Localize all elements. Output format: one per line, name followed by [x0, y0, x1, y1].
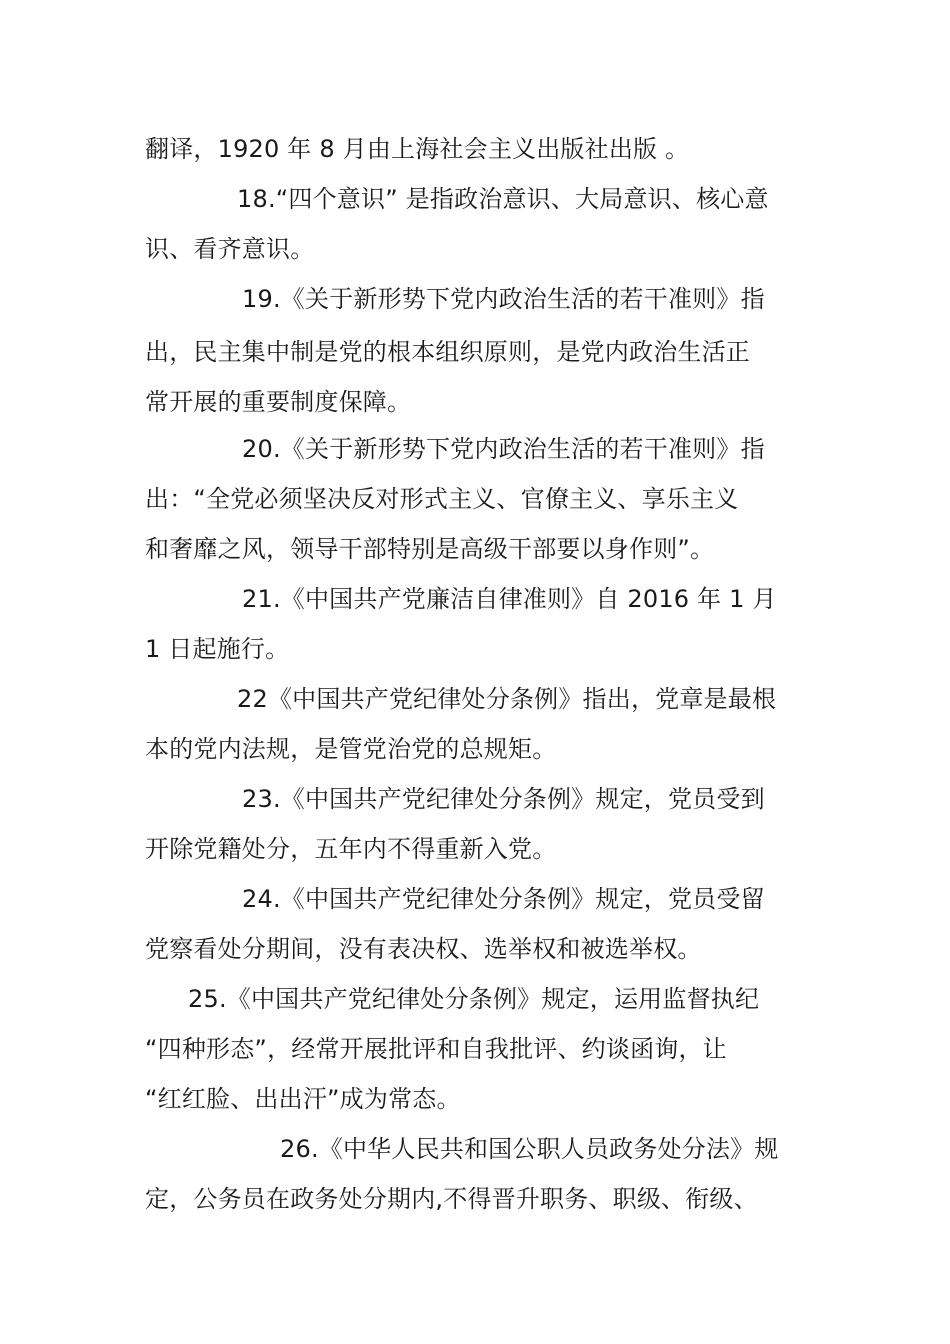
item-25-line-2: “四种形态”，经常开展批评和自我批评、约谈函询，让 [145, 1035, 727, 1063]
item-23-line-2: 开除党籍处分，五年内不得重新入党。 [145, 835, 557, 863]
item-21-line-2: 1 日起施行。 [145, 635, 290, 663]
item-20-line-2: 出：“全党必须坚决反对形式主义、官僚主义、享乐主义 [145, 485, 739, 513]
item-20-line-3: 和奢靡之风，领导干部特别是高级干部要以身作则”。 [145, 535, 715, 563]
item-19-line-1: 19.《关于新形势下党内政治生活的若干准则》指 [242, 285, 765, 313]
item-24-line-1: 24.《中国共产党纪律处分条例》规定，党员受留 [242, 885, 765, 913]
item-25-line-1: 25.《中国共产党纪律处分条例》规定，运用监督执纪 [188, 985, 760, 1013]
item-20-line-1: 20.《关于新形势下党内政治生活的若干准则》指 [242, 435, 765, 463]
item-21-line-1: 21.《中国共产党廉洁自律准则》自 2016 年 1 月 [242, 585, 777, 613]
item-23-line-1: 23.《中国共产党纪律处分条例》规定，党员受到 [242, 785, 765, 813]
item-19-line-2: 出，民主集中制是党的根本组织原则，是党内政治生活正 [145, 338, 750, 366]
item-18-line-2: 识、看齐意识。 [145, 235, 315, 263]
item-22-line-1: 22《中国共产党纪律处分条例》指出，党章是最根 [237, 685, 777, 713]
item-22-line-2: 本的党内法规，是管党治党的总规矩。 [145, 735, 557, 763]
text-line-1: 翻译，1920 年 8 月由上海社会主义出版社出版 。 [145, 135, 690, 163]
item-25-line-3: “红红脸、出出汗”成为常态。 [145, 1085, 461, 1113]
item-26-line-1: 26.《中华人民共和国公职人员政务处分法》规 [280, 1135, 779, 1163]
item-24-line-2: 党察看处分期间，没有表决权、选举权和被选举权。 [145, 935, 702, 963]
item-18-line-1: 18.“四个意识” 是指政治意识、大局意识、核心意 [237, 185, 769, 213]
item-19-line-3: 常开展的重要制度保障。 [145, 388, 412, 416]
item-26-line-2: 定，公务员在政务处分期内,不得晋升职务、职级、衔级、 [145, 1185, 758, 1213]
